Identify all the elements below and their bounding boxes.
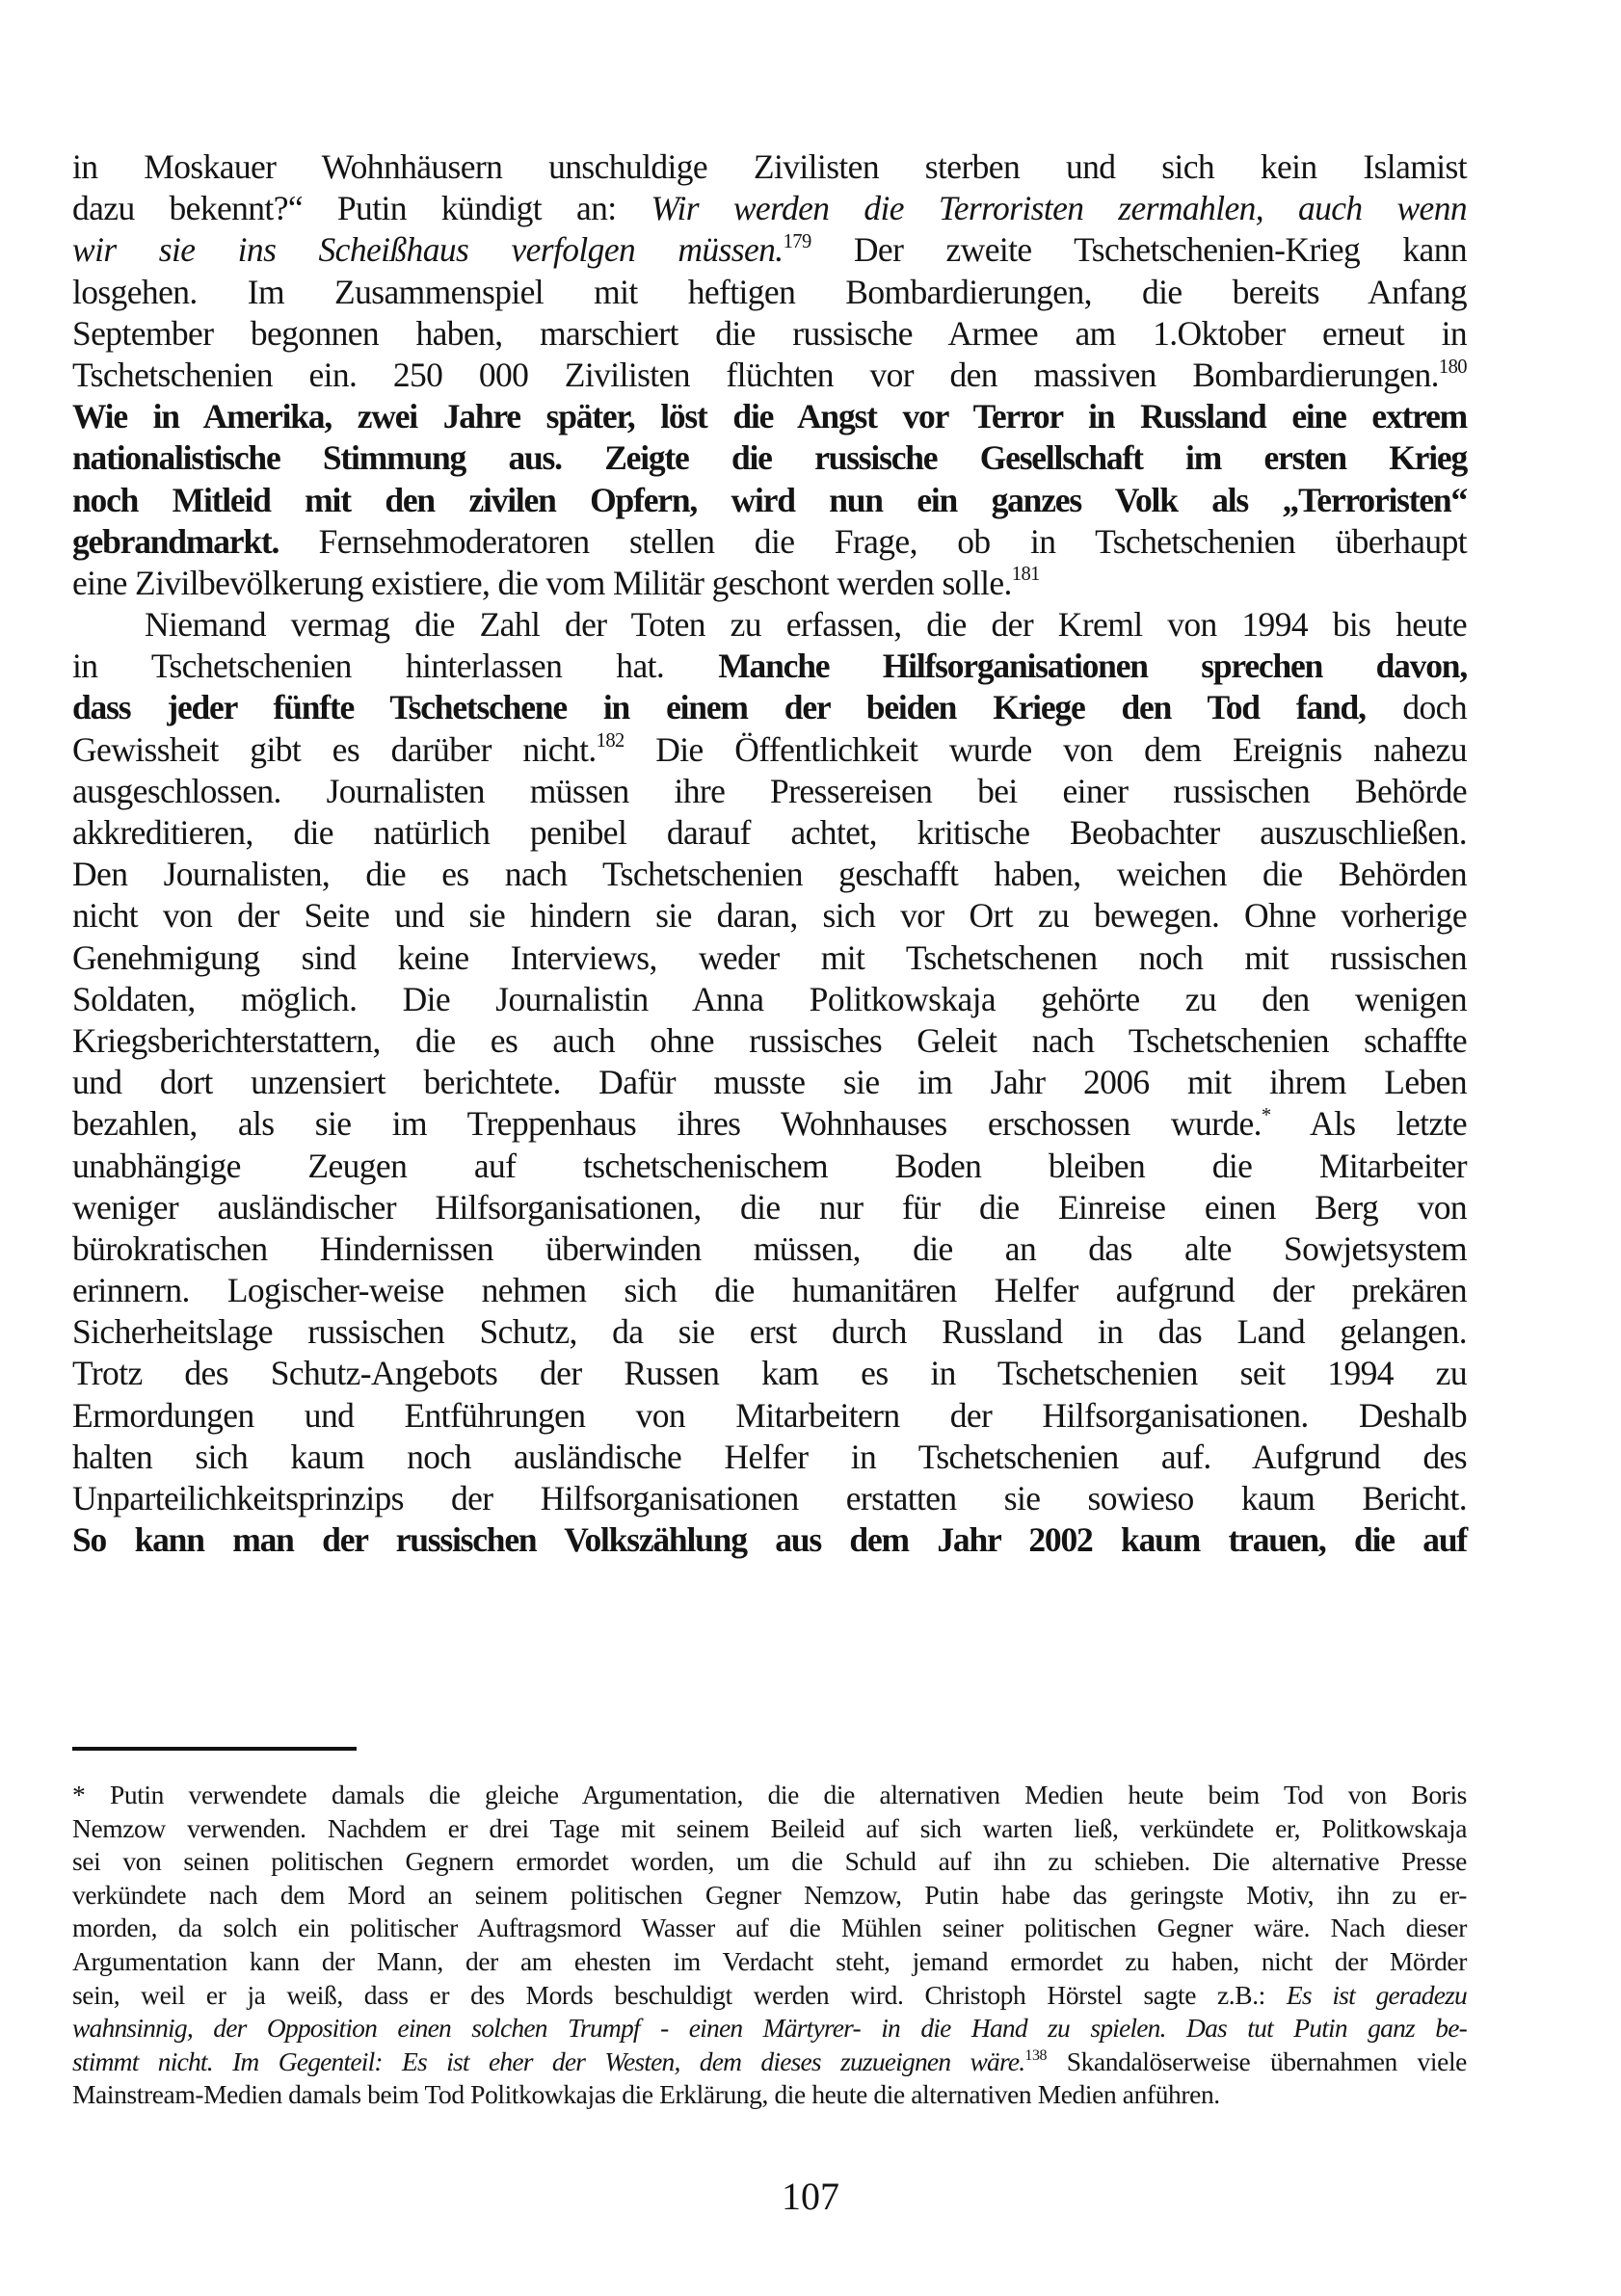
body-line: [72, 729, 1467, 771]
body-line: [72, 771, 1467, 812]
body-line: [72, 687, 1467, 728]
italic-quote: wahnsinnig, der Opposition einen solchen Trumpf - einen Märtyrer- in die Hand zu spielen. Das tut Putin ganz be-: [72, 2013, 1467, 2044]
body-line: [72, 396, 1467, 437]
body-line: [72, 1146, 1467, 1187]
footnote-separator-rule: [72, 1747, 357, 1751]
body-line: [72, 937, 1467, 979]
text-run: * Putin verwendete damals die gleiche Argumentation, die die alternativen Medien heute beim Tod von Boris: [72, 1780, 1467, 1809]
body-line: [72, 1020, 1467, 1062]
text-run: September begonnen haben, marschiert die russische Armee am 1.Oktober erneut in: [72, 313, 1467, 353]
text-run: morden, da solch ein politischer Auftragsmord Wasser auf die Mühlen seiner politischen Gegner wäre. Nach dieser: [72, 1913, 1467, 1943]
text-run: Genehmigung sind keine Interviews, weder mit Tschetschenen noch mit russischen: [72, 937, 1467, 977]
body-line: [72, 895, 1467, 937]
footnote-reference: 180: [1438, 356, 1467, 378]
footnote-reference: *: [1261, 1104, 1271, 1126]
text-run: Fernsehmoderatoren stellen die Frage, ob in Tschetschenien überhaupt: [279, 521, 1467, 561]
text-run: bezahlen, als sie im Treppenhaus ihres Wohnhauses erschossen wurde.: [72, 1104, 1262, 1144]
text-run: akkreditieren, die natürlich penibel darauf achtet, kritische Beobachter auszuschließen.: [72, 813, 1467, 852]
text-run: in Moskauer Wohnhäusern unschuldige Zivilisten sterben und sich kein Islamist: [72, 147, 1467, 186]
footnote-reference: 138: [1024, 2046, 1048, 2064]
body-line: [72, 604, 1467, 646]
footnote-line: [72, 1945, 1467, 1979]
text-run: Mainstream-Medien damals beim Tod Politkowkajas die Erklärung, die heute die alternativen Medien anführen.: [72, 2079, 1220, 2110]
footnote-line: [72, 1812, 1467, 1846]
footnote-line: [72, 1879, 1467, 1913]
main-text: [72, 146, 1467, 1561]
text-run: Die Öffentlichkeit wurde von dem Ereignis nahezu: [624, 729, 1467, 769]
text-run: Skandalöserweise übernahmen viele: [1047, 2045, 1467, 2076]
italic-quote: stimmt nicht. Im Gegenteil: Es ist eher der Westen, dem dieses zuzueignen wäre.: [72, 2045, 1025, 2076]
footnote-line: [72, 1779, 1467, 1812]
text-run: verkündete nach dem Mord an seinem politischen Gegner Nemzow, Putin habe das geringste Motiv, ihn zu er-: [72, 1879, 1467, 1910]
italic-quote: Es ist geradezu: [1286, 1979, 1467, 2010]
text-run: dazu bekennt?“ Putin kündigt an:: [72, 189, 651, 228]
body-line: [72, 1228, 1467, 1270]
body-line: [72, 854, 1467, 895]
footnote-reference: 179: [783, 230, 811, 252]
text-run: Soldaten, möglich. Die Journalistin Anna Politkowskaja gehörte zu den wenigen: [72, 979, 1467, 1018]
bold-text: Manche Hilfsorganisationen sprechen davon,: [718, 647, 1467, 686]
body-line: [72, 313, 1467, 355]
text-run: weniger ausländischer Hilfsorganisationen, die nur für die Einreise einen Berg von: [72, 1187, 1467, 1227]
text-run: Der zweite Tschetschenien-Krieg kann: [810, 230, 1467, 270]
text-run: bürokratischen Hindernissen überwinden müssen, die an das alte Sowjetsystem: [72, 1228, 1467, 1268]
body-line: [72, 1270, 1467, 1311]
bold-text: nationalistische Stimmung aus. Zeigte die russische Gesellschaft im ersten Krieg: [72, 438, 1467, 478]
text-run: sei von seinen politischen Gegnern ermordet worden, um die Schuld auf ihn zu schieben. Die alternative Presse: [72, 1846, 1467, 1877]
body-line: [72, 812, 1467, 854]
body-line: [72, 272, 1467, 313]
text-run: erinnern. Logischer-weise nehmen sich die humanitären Helfer aufgrund der prekären: [72, 1271, 1467, 1310]
body-line: [72, 1478, 1467, 1519]
text-run: Sicherheitslage russischen Schutz, da sie erst durch Russland in das Land gelangen.: [72, 1312, 1467, 1352]
footnote-reference: 181: [1011, 564, 1040, 586]
bold-text: gebrandmarkt.: [72, 521, 279, 561]
text-run: Niemand vermag die Zahl der Toten zu erfassen, die der Kreml von 1994 bis heute: [145, 605, 1467, 645]
italic-quote: wir sie ins Scheißhaus verfolgen müssen.: [72, 230, 784, 270]
text-run: Als letzte: [1270, 1104, 1467, 1144]
text-run: Tschetschenien ein. 250 000 Zivilisten flüchten vor den massiven Bombardierungen.: [72, 355, 1439, 394]
text-run: sein, weil er ja weiß, dass er des Mords beschuldigt werden wird. Christoph Hörstel sagte z.B.:: [72, 1979, 1287, 2010]
body-line: [72, 1311, 1467, 1353]
text-run: Ermordungen und Entführungen von Mitarbeitern der Hilfsorganisationen. Deshalb: [72, 1395, 1467, 1435]
bold-text: Wie in Amerika, zwei Jahre später, löst die Angst vor Terror in Russland eine extrem: [72, 397, 1467, 436]
text-run: Argumentation kann der Mann, der am ehesten im Verdacht steht, jemand ermordet zu haben, nicht der Mörder: [72, 1945, 1467, 1976]
text-run: halten sich kaum noch ausländische Helfer in Tschetschenien auf. Aufgrund des: [72, 1437, 1467, 1476]
body-line: [72, 229, 1467, 271]
body-line: [72, 1103, 1467, 1145]
text-run: Trotz des Schutz-Angebots der Russen kam es in Tschetschenien seit 1994 zu: [72, 1354, 1467, 1393]
text-run: eine Zivilbevölkerung existiere, die vom Militär geschont werden solle.: [72, 563, 1012, 602]
italic-quote: Wir werden die Terroristen zermahlen, auch wenn: [651, 189, 1468, 228]
footnote-line: [72, 1912, 1467, 1945]
text-run: nicht von der Seite und sie hindern sie daran, sich vor Ort zu bewegen. Ohne vorherige: [72, 896, 1467, 936]
footnote: [72, 1779, 1467, 2112]
body-line: [72, 1519, 1467, 1561]
page-number: 107: [782, 2175, 839, 2218]
footnote-line: [72, 2012, 1467, 2045]
body-line: [72, 979, 1467, 1020]
text-run: losgehen. Im Zusammenspiel mit heftigen Bombardierungen, die bereits Anfang: [72, 272, 1467, 311]
text-run: in Tschetschenien hinterlassen hat.: [72, 647, 719, 686]
body-line: [72, 188, 1467, 229]
bold-text: dass jeder fünfte Tschetschene in einem der beiden Kriege den Tod fand,: [72, 688, 1366, 727]
text-run: und dort unzensiert berichtete. Dafür musste sie im Jahr 2006 mit ihrem Leben: [72, 1063, 1467, 1102]
footnote-line: [72, 1979, 1467, 2013]
body-line: [72, 1062, 1467, 1103]
text-run: Kriegsberichterstattern, die es auch ohne russisches Geleit nach Tschetschenien schaffte: [72, 1020, 1467, 1060]
body-line: [72, 437, 1467, 479]
bold-text: So kann man der russischen Volkszählung aus dem Jahr 2002 kaum trauen, die auf: [72, 1520, 1467, 1560]
text-run: ausgeschlossen. Journalisten müssen ihre Pressereisen bei einer russischen Behörde: [72, 771, 1467, 810]
text-run: Unparteilichkeitsprinzips der Hilfsorganisationen erstatten sie sowieso kaum Bericht.: [72, 1479, 1467, 1517]
footnote-line: [72, 2078, 1467, 2112]
text-run: Nemzow verwenden. Nachdem er drei Tage mit seinem Beileid auf sich warten ließ, verkündete er, Politkowskaja: [72, 1812, 1467, 1843]
footnote-reference: 182: [596, 730, 624, 752]
bold-text: noch Mitleid mit den zivilen Opfern, wird nun ein ganzes Volk als „Terroristen“: [72, 480, 1467, 519]
footnote-line: [72, 2045, 1467, 2079]
text-run: Gewissheit gibt es darüber nicht.: [72, 729, 597, 769]
body-line: [72, 480, 1467, 521]
body-line: [72, 1437, 1467, 1478]
body-line: [72, 521, 1467, 563]
body-line: [72, 1187, 1467, 1228]
text-run: unabhängige Zeugen auf tschetschenischem Boden bleiben die Mitarbeiter: [72, 1146, 1467, 1185]
text-run: Den Journalisten, die es nach Tschetschenien geschafft haben, weichen die Behörden: [72, 855, 1467, 894]
body-line: [72, 646, 1467, 687]
body-line: [72, 1353, 1467, 1394]
body-line: [72, 1395, 1467, 1437]
body-line: [72, 563, 1467, 604]
body-line: [72, 355, 1467, 396]
footnote-line: [72, 1845, 1467, 1879]
body-line: [72, 146, 1467, 188]
text-run: doch: [1365, 688, 1467, 727]
